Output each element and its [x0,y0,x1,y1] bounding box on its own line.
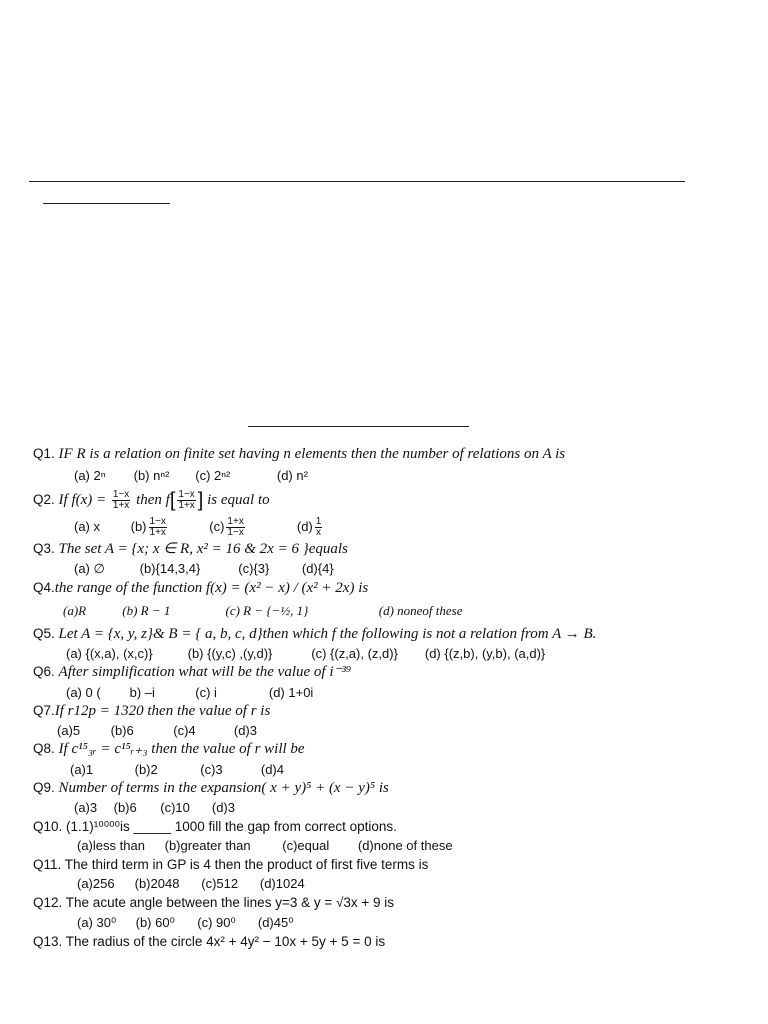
options-2 [74,517,324,538]
option-d: (d) 1+0i [268,685,314,700]
option-c: (c)3 [200,762,223,777]
option-c: (c)4 [173,723,196,738]
option-b: (b) R − 1 [122,603,171,618]
question-6 [33,663,351,681]
question-12 [33,894,394,912]
question-text: The radius of the circle 4x² + 4y² − 10x + 5y + 5 = 0 is [65,934,386,949]
question-number: Q8. [33,741,55,756]
option-b: (b)2048 [134,876,180,891]
question-number: Q12. [33,895,63,910]
option-b: (b)greater than [164,838,251,853]
option-a: (a)less than [77,838,145,853]
question-text: The acute angle between the lines y=3 & y = √3x + 9 is [65,895,395,910]
option-d: (d) [296,518,313,534]
question-5 [33,625,596,643]
fraction: $\frac{1-x}{1+x}$ [112,489,130,511]
question-7 [33,702,270,720]
option-b: (b)6 [113,800,137,815]
option-d: (d){4} [301,561,334,576]
options-8 [70,761,284,779]
question-3 [33,540,348,558]
option-c: (c) R − {−½, 1} [225,603,309,618]
option-c: (c) i [195,685,217,700]
option-c-fraction: $\frac{1+x}{1-x}$ [227,516,244,538]
options-10 [77,837,453,855]
option-a: (a)1 [70,762,94,777]
options-9 [74,799,235,817]
question-number: Q3. [33,541,55,556]
options-12 [77,914,293,932]
option-d: (d)3 [211,800,235,815]
question-number: Q4. [33,580,55,595]
option-b: (b) {(y,c) ,(y,d)} [187,646,273,661]
question-number: Q7. [33,703,55,718]
option-d: (d)1024 [259,876,305,891]
question-number: Q9. [33,780,55,795]
option-c: (c){3} [238,561,270,576]
option-b: (b){14,3,4} [139,561,201,576]
question-number: Q11. [33,857,62,872]
question-text: If c¹⁵₃ᵣ = c¹⁵ᵣ₊₃ then the value of r will be [58,741,305,757]
options-6 [66,684,313,702]
question-text: If r12p = 1320 then the value of r is [54,703,271,719]
question-number: Q2. [33,492,55,508]
question-10 [33,818,397,836]
question-text: (1.1)¹⁰⁰⁰⁰is _____ 1000 fill the gap from correct options. [66,819,397,834]
question-text-pre: If f(x) = [58,492,107,509]
option-a: (a) 30⁰ [77,915,117,930]
option-b: (b) nⁿ² [133,468,170,483]
option-d: (d)none of these [357,838,453,853]
option-b-fraction: $\frac{1-x}{1+x}$ [149,516,166,538]
options-4 [63,602,463,620]
question-11 [33,856,428,874]
question-4 [33,579,368,597]
options-3 [74,560,334,578]
question-text: After simplification what will be the value of i⁻³⁹ [58,664,352,680]
section-rule [248,426,469,427]
question-text: the range of the function f(x) = (x² − x) / (x² + 2x) is [54,580,369,596]
option-d: (d)45⁰ [257,915,294,930]
question-number: Q13. [33,934,63,949]
header-rule-short [43,203,170,204]
options-1 [74,467,308,485]
option-c: (c) 90⁰ [197,915,236,930]
option-b: (b) 60⁰ [135,915,175,930]
option-b: b) –i [129,685,155,700]
option-a: (a)R [63,603,87,618]
options-7 [57,722,257,740]
option-b: (b)6 [110,723,134,738]
question-13 [33,933,385,951]
option-a: (a)256 [77,876,115,891]
bracket-fraction: $\frac{1-x}{1+x}$ [178,489,195,511]
option-a: (a) 2ⁿ [74,468,106,483]
option-d: (d)4 [260,762,284,777]
option-a: (a) ∅ [74,561,105,576]
option-c: (c)equal [282,838,330,853]
question-text: The third term in GP is 4 then the product of first five terms is [64,857,429,872]
question-text-mid: then f [136,492,170,509]
option-a: (a) {(x,a), (x,c)} [66,646,153,661]
option-d: (d) noneof these [378,603,463,618]
question-text: IF R is a relation on finite set having n elements then the number of relations on A is [58,446,566,462]
option-a: (a) 0 ( [66,685,101,700]
question-number: Q6. [33,664,55,679]
question-2: Q2. If f(x) = $\frac{1-x}{1+x}$ then f[ $\frac{1-x}{1+x}$ ] is equal to [33,489,270,512]
question-text-post: is equal to [207,492,270,509]
option-b: (b)2 [134,762,158,777]
option-d-fraction: $\frac{1}{x}$ [315,516,322,538]
option-d: (d) {(z,b), (y,b), (a,d)} [424,646,546,661]
options-11 [77,875,305,893]
option-c: (c) 2ⁿ² [195,468,231,483]
option-c: (c) [209,518,225,534]
options-5 [66,645,545,663]
question-number: Q5. [33,626,55,641]
option-a: (a)5 [57,723,81,738]
question-number: Q10. [33,819,63,834]
option-a: (a) x [74,518,100,534]
question-text: Let A = {x, y, z}& B = { a, b, c, d}then which f the following is not a relation from A → B. [58,626,597,642]
question-8 [33,740,305,758]
option-c: (c)512 [201,876,239,891]
option-d: (d)3 [233,723,257,738]
question-text: Number of terms in the expansion( x + y)⁵ + (x − y)⁵ is [58,780,389,796]
option-a: (a)3 [74,800,98,815]
option-c: (c) {(z,a), (z,d)} [311,646,398,661]
option-d: (d) n² [276,468,308,483]
header-rule-long [29,181,685,182]
question-9 [33,779,389,797]
question-number: Q1. [33,446,55,461]
question-text: The set A = {x; x ∈ R, x² = 16 & 2x = 6 }equals [58,541,348,557]
question-1 [33,445,565,463]
option-b: (b) [130,518,147,534]
option-c: (c)10 [160,800,190,815]
